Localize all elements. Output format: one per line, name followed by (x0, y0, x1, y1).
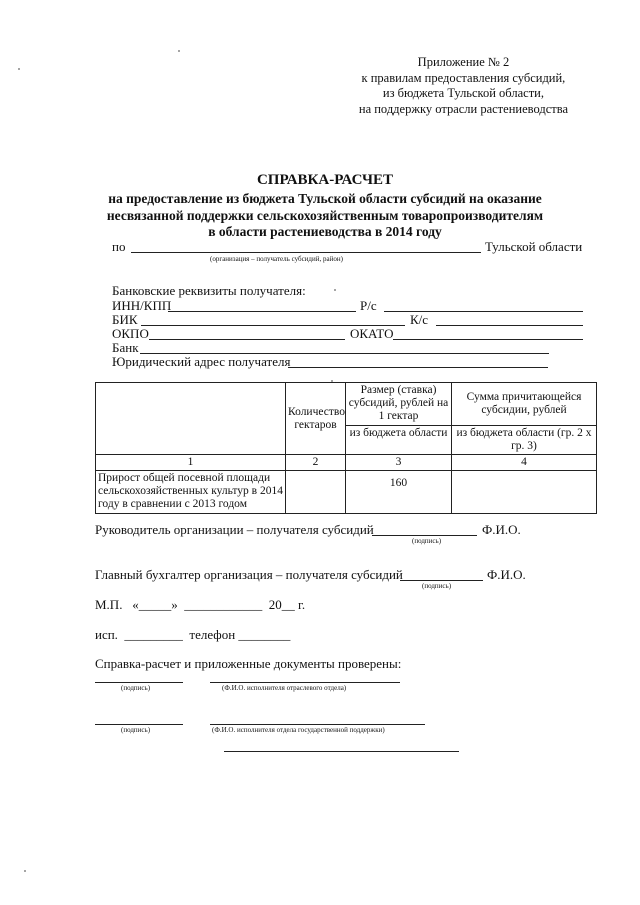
address-label: Юридический адрес получателя (112, 354, 291, 369)
head-label: Руководитель организации – получателя субсидий (95, 522, 374, 537)
accountant-signature-caption: (подпись) (422, 582, 452, 590)
document-title: СПРАВКА-РАСЧЕТ (256, 172, 394, 188)
bank-label: Банк (112, 340, 139, 355)
header-quantity: Количество гектаров (286, 383, 346, 455)
row-amount-cell[interactable] (452, 471, 597, 514)
row-label: Прирост общей посевной площади сельскохозяйственных культур в 2014 году в сравнении с 2013 годом (96, 471, 286, 514)
scan-speck (24, 870, 26, 872)
subtitle-line-2: на предоставление из бюджета Тульской области субсидий на оказание (108, 191, 542, 206)
okato-field[interactable] (393, 339, 583, 340)
head-fio: Ф.И.О. (482, 522, 521, 537)
organization-caption: (организация – получатель субсидий, район) (210, 255, 343, 263)
subsidy-table (95, 382, 597, 514)
scan-speck (334, 289, 336, 291)
appendix-line-4: на поддержку отрасли растениеводства (358, 101, 568, 116)
accountant-label: Главный бухгалтер организация – получателя субсидий (95, 567, 403, 582)
header-amount-sub: из бюджета области (гр. 2 х гр. 3) (452, 426, 597, 455)
okpo-field[interactable] (149, 339, 345, 340)
col-number-1: 1 (96, 455, 286, 471)
header-amount: Сумма причитающейся субсидии, рублей (452, 383, 597, 426)
header-rate: Размер (ставка) субсидий, рублей на 1 гектар (346, 383, 452, 426)
accountant-signature-field[interactable] (400, 580, 483, 581)
ks-label: К/с (410, 312, 429, 327)
bik-label: БИК (112, 312, 138, 327)
col-number-4: 4 (452, 455, 597, 471)
sector-signature-field[interactable] (95, 682, 183, 683)
okato-label: ОКАТО (350, 326, 394, 341)
header-rate-sub: из бюджета области (346, 426, 452, 455)
sector-signature-caption: (подпись) (121, 684, 151, 692)
ks-field[interactable] (436, 325, 583, 326)
table-header-empty (96, 383, 286, 455)
address-field[interactable] (288, 367, 548, 368)
col-number-3: 3 (346, 455, 452, 471)
scan-speck (18, 68, 20, 70)
inn-field[interactable] (168, 311, 356, 312)
state-signature-caption: (подпись) (121, 726, 151, 734)
state-signature-field[interactable] (95, 724, 183, 725)
subtitle-line-3: несвязанной поддержки сельскохозяйственным товаропроизводителям (106, 207, 544, 223)
state-fio-caption: (Ф.И.О. исполнителя отдела государственной поддержки) (212, 726, 385, 734)
bank-heading: Банковские реквизиты получателя: (112, 283, 306, 298)
bottom-divider (224, 751, 459, 752)
appendix-line-3: из бюджета Тульской области, (382, 86, 544, 100)
inn-label: ИНН/КПП (112, 298, 172, 313)
document-subtitle (60, 191, 590, 241)
head-signature-caption: (подпись) (412, 537, 442, 545)
checked-statement: Справка-расчет и приложенные документы проверены: (95, 656, 402, 671)
head-signature-field[interactable] (372, 535, 477, 536)
by-suffix: Тульской области (485, 239, 583, 254)
row-quantity-cell[interactable] (286, 471, 346, 514)
executor-phone-line: исп. _________ телефон ________ (95, 627, 291, 642)
subtitle-line-4: в области растениеводства в 2014 году (208, 224, 442, 239)
okpo-label: ОКПО (112, 326, 149, 341)
organization-field[interactable] (131, 252, 481, 253)
accountant-fio: Ф.И.О. (487, 567, 526, 582)
row-rate-cell: 160 (346, 471, 452, 514)
col-number-2: 2 (286, 455, 346, 471)
scan-speck (178, 50, 180, 52)
stamp-date-line: М.П. «_____» ____________ 20__ г. (95, 597, 306, 612)
rs-label: Р/с (360, 298, 377, 313)
scan-speck (331, 380, 333, 382)
by-prefix: по (112, 239, 126, 254)
sector-fio-caption: (Ф.И.О. исполнителя отраслевого отдела) (222, 684, 347, 692)
appendix-line-1: Приложение № 2 (417, 55, 510, 69)
appendix-line-2: к правилам предоставления субсидий, (361, 70, 566, 85)
appendix-header (359, 55, 568, 117)
sector-fio-field[interactable] (210, 682, 400, 683)
state-fio-field[interactable] (210, 724, 425, 725)
